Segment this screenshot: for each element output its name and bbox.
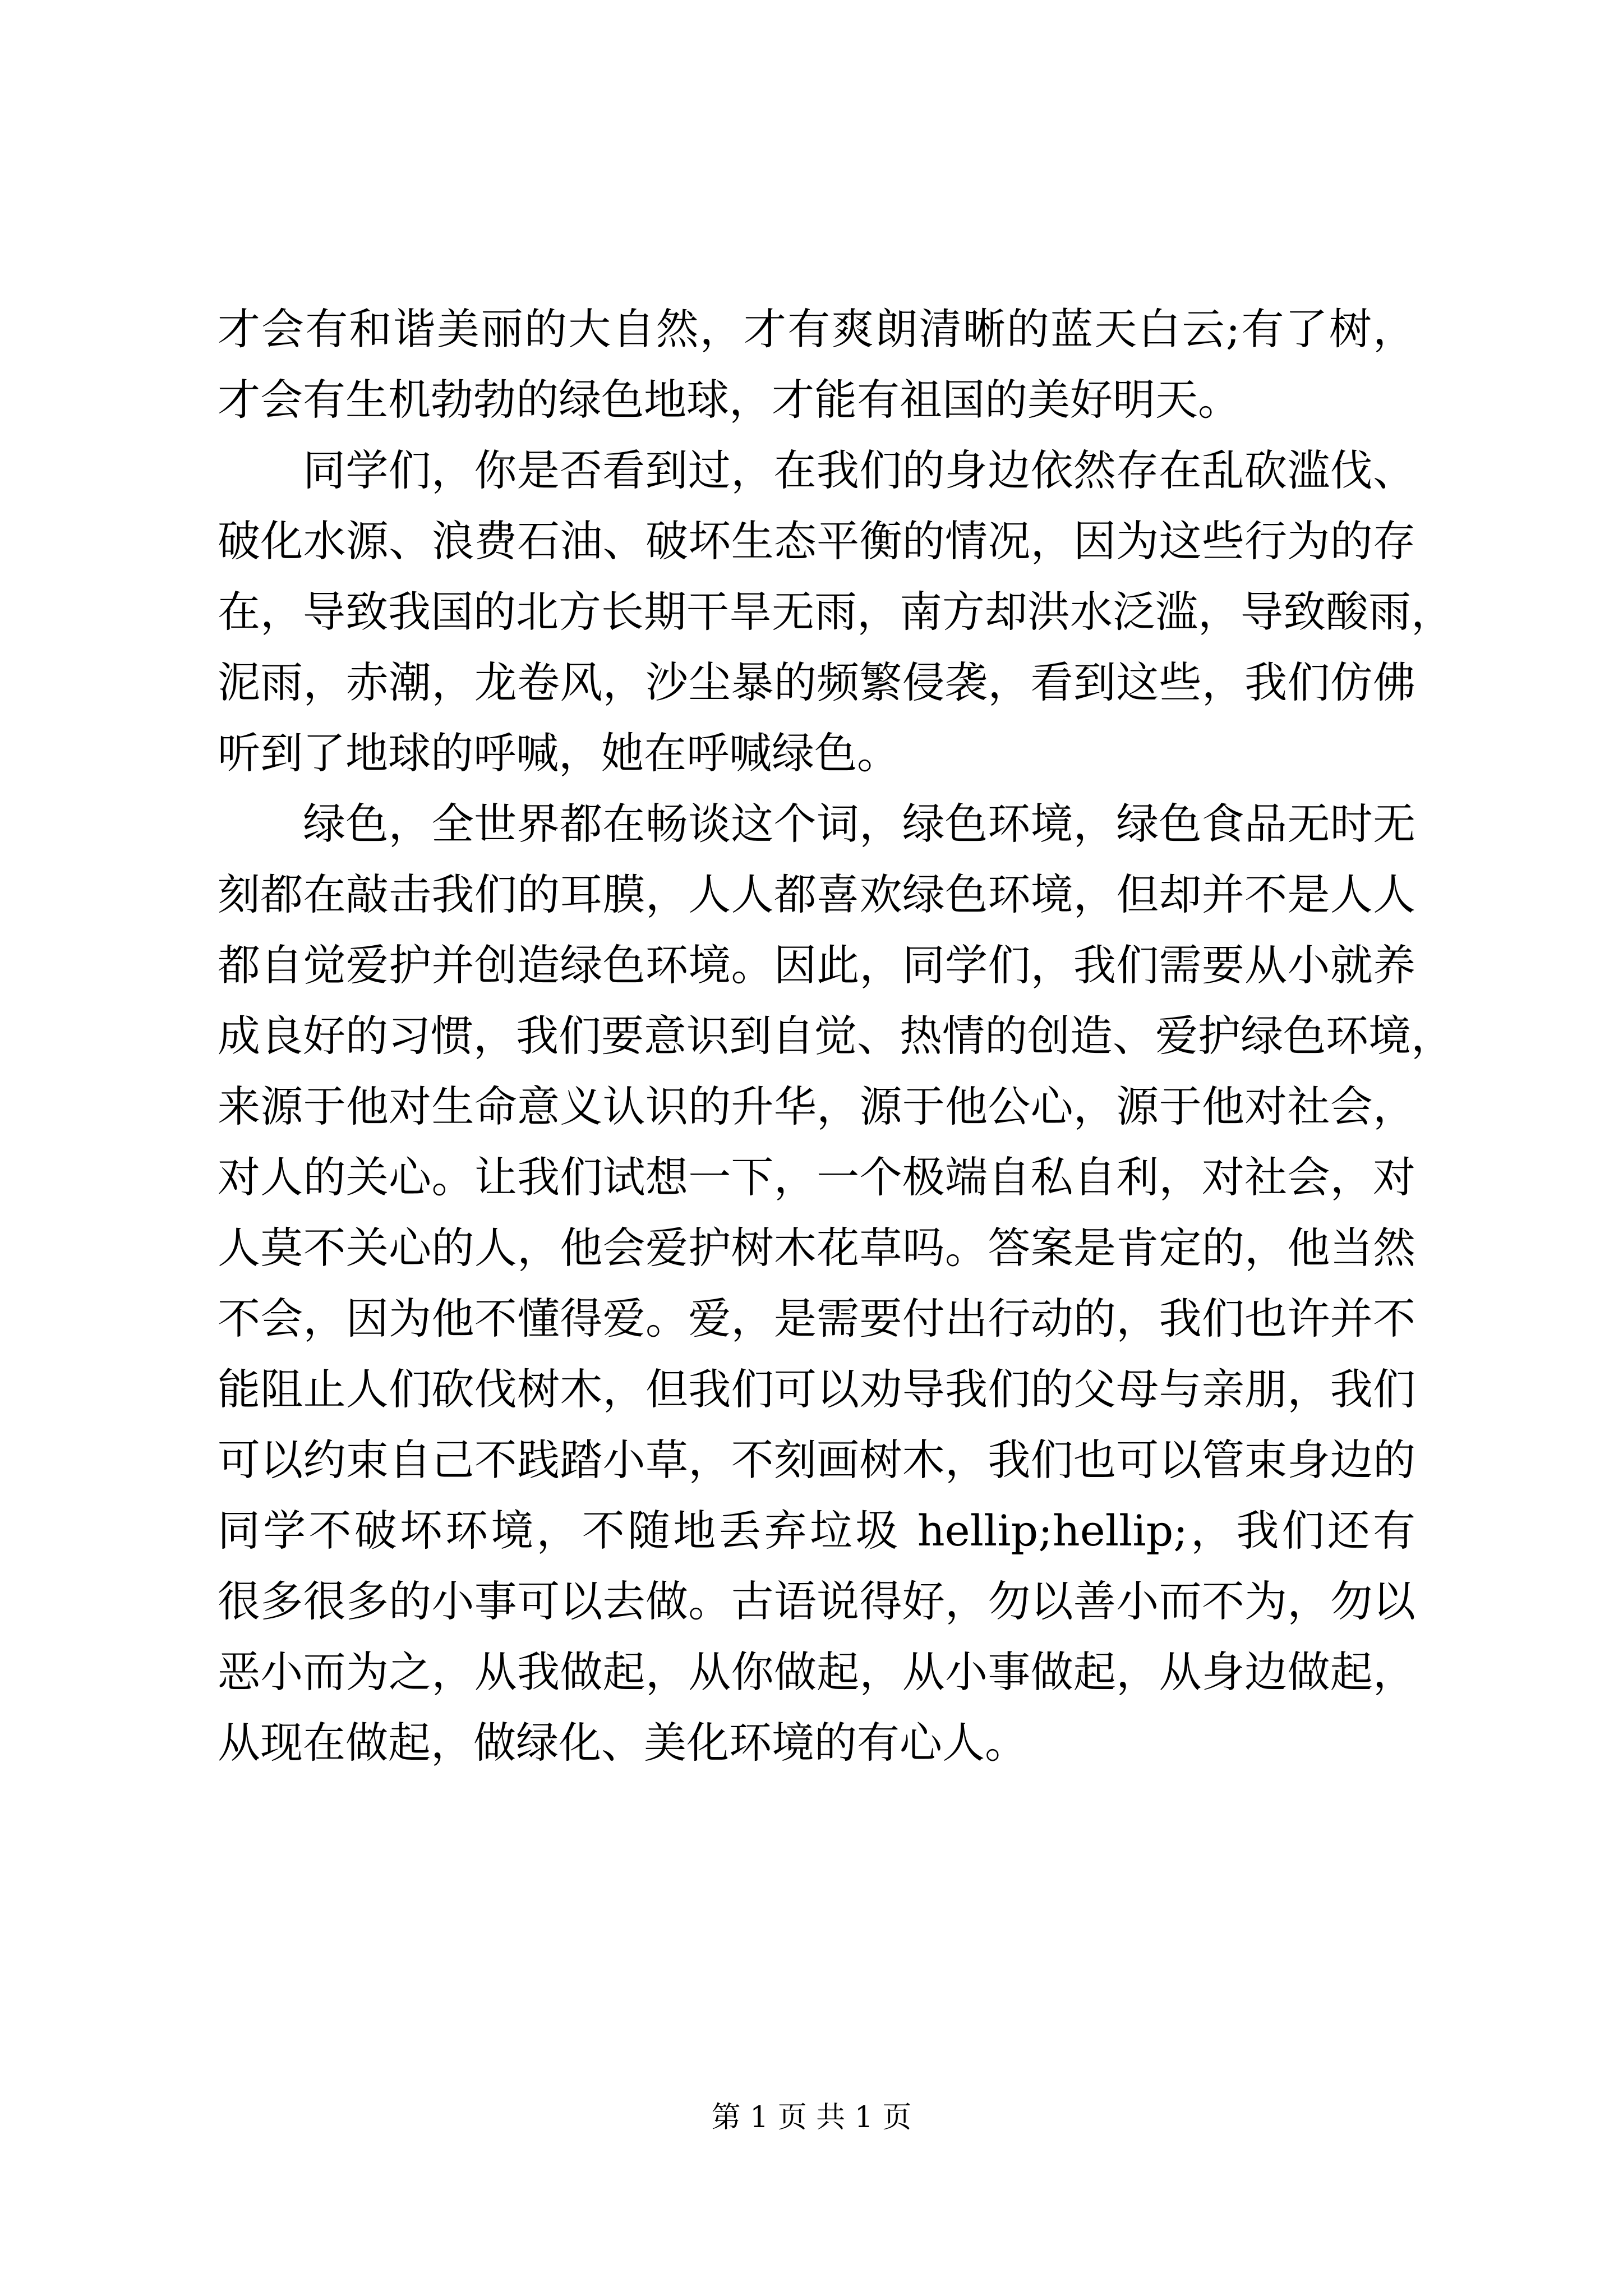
text-line: 人莫不关心的人，他会爱护树木花草吗。答案是肯定的，他当然 [218, 1223, 1415, 1273]
text-line: 成良好的习惯，我们要意识到自觉、热情的创造、爱护绿色环境， [218, 1011, 1454, 1061]
text-line: 在，导致我国的北方长期干旱无雨，南方却洪水泛滥，导致酸雨， [218, 587, 1454, 637]
text-line: 都自觉爱护并创造绿色环境。因此，同学们，我们需要从小就养 [218, 940, 1415, 990]
text-line: 同学们，你是否看到过，在我们的身边依然存在乱砍滥伐、 [303, 445, 1415, 495]
text-line: 能阻止人们砍伐树木，但我们可以劝导我们的父母与亲朋，我们 [218, 1364, 1415, 1414]
paragraph [218, 294, 1415, 435]
text-line: 很多很多的小事可以去做。古语说得好，勿以善小而不为，勿以 [218, 1576, 1415, 1626]
text-line: 破化水源、浪费石油、破坏生态平衡的情况，因为这些行为的存 [218, 516, 1415, 566]
text-line: 从现在做起，做绿化、美化环境的有心人。 [218, 1718, 1027, 1768]
paragraph [218, 789, 1454, 1778]
text-line: 刻都在敲击我们的耳膜，人人都喜欢绿色环境，但却并不是人人 [218, 869, 1415, 919]
page-footer [0, 2098, 1623, 2137]
text-line: 不会，因为他不懂得爱。爱，是需要付出行动的，我们也许并不 [218, 1294, 1415, 1343]
text-line: 对人的关心。让我们试想一下，一个极端自私自利，对社会，对 [218, 1152, 1415, 1202]
text-line: 泥雨，赤潮，龙卷风，沙尘暴的频繁侵袭，看到这些，我们仿佛 [218, 657, 1415, 707]
text-line: 才会有生机勃勃的绿色地球，才能有祖国的美好明天。 [218, 375, 1241, 425]
text-line: 才会有和谐美丽的大自然，才有爽朗清晰的蓝天白云;有了树， [218, 304, 1415, 354]
text-line: 来源于他对生命意义认识的升华，源于他公心，源于他对社会， [218, 1082, 1415, 1131]
text-line: 可以约束自己不践踏小草，不刻画树木，我们也可以管束身边的 [218, 1435, 1415, 1485]
page-number-label: 第 1 页 共 1 页 [711, 2101, 912, 2134]
text-line: 恶小而为之，从我做起，从你做起，从小事做起，从身边做起， [218, 1647, 1415, 1697]
text-line: 绿色，全世界都在畅谈这个词，绿色环境，绿色食品无时无 [303, 799, 1415, 849]
text-line: 同学不破坏环境，不随地丢弃垃圾 hellip;hellip;，我们还有 [218, 1506, 1415, 1556]
text-line: 听到了地球的呼喊，她在呼喊绿色。 [218, 728, 900, 778]
paragraph [218, 435, 1454, 789]
document-body [218, 294, 1454, 1778]
